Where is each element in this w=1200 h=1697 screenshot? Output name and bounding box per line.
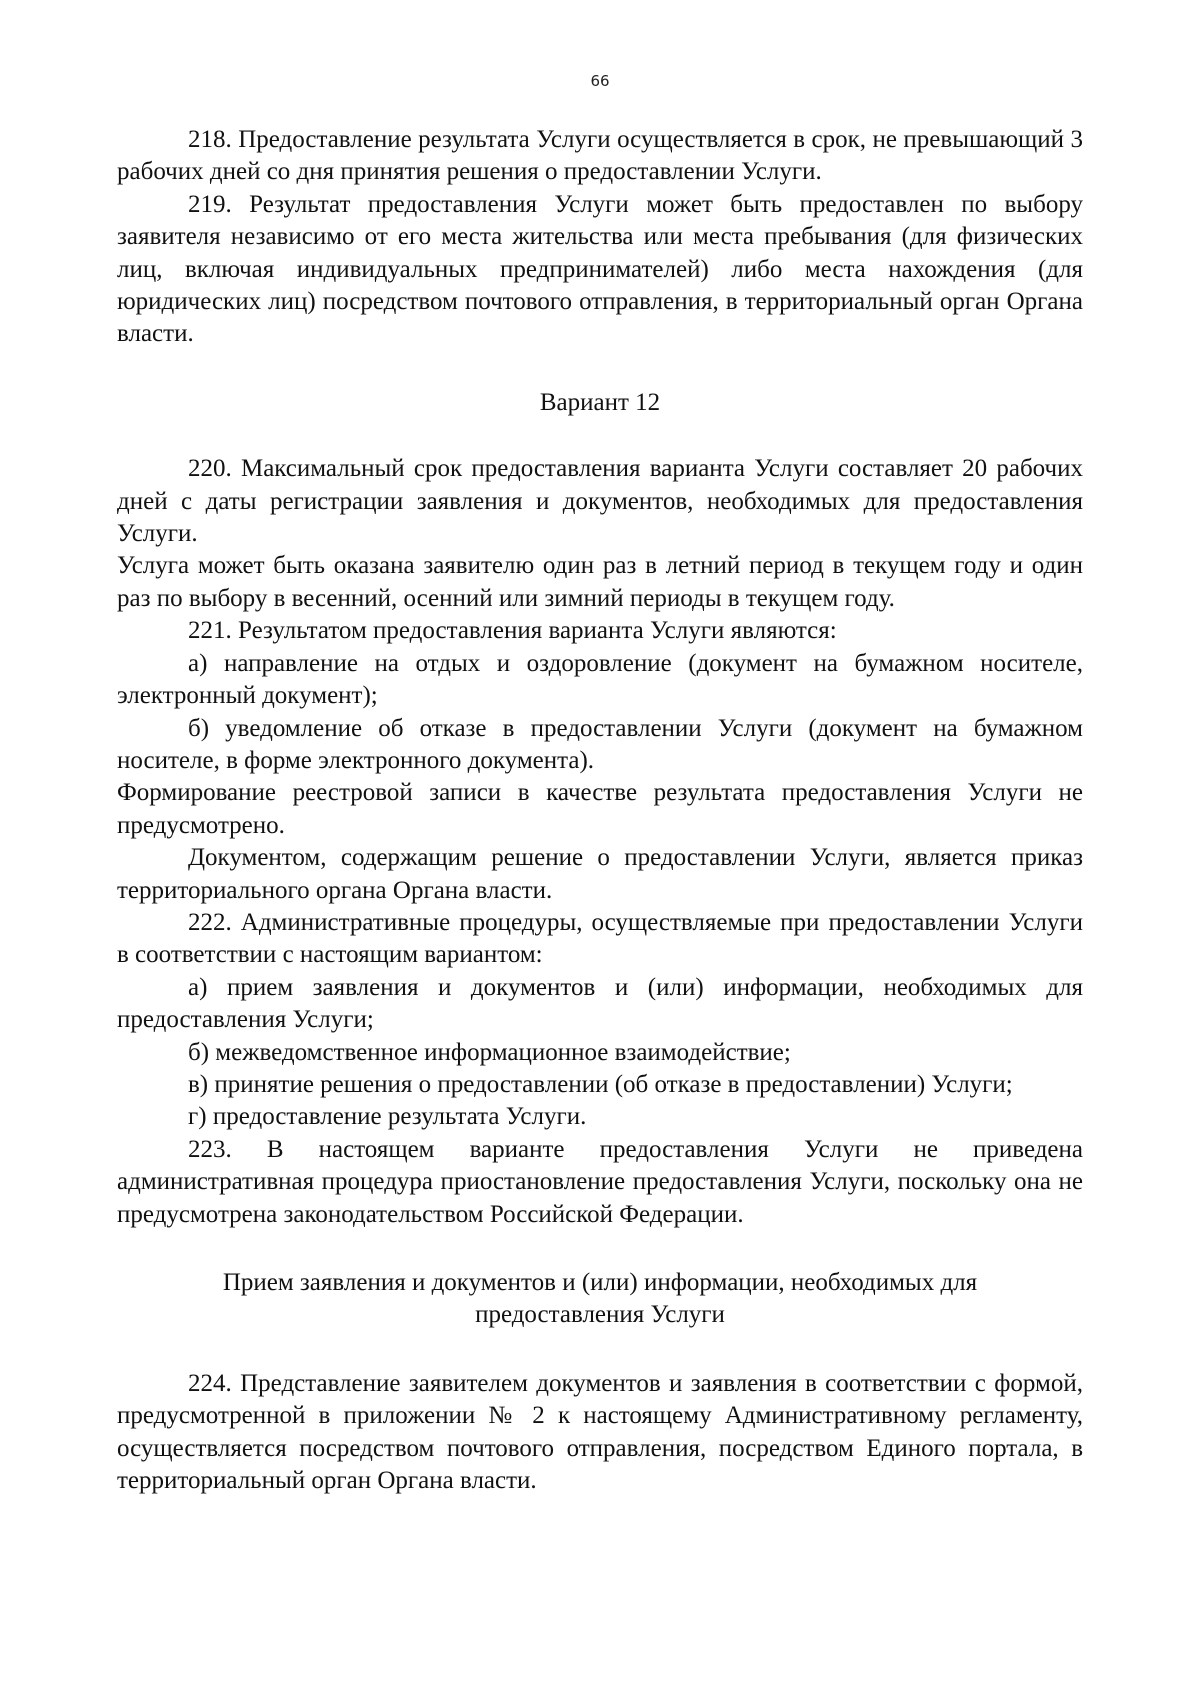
list-item-221-a: а) направление на отдых и оздоровление (документ на бумажном носителе, электронный документ); [117, 649, 1083, 710]
paragraph-service-frequency: Услуга может быть оказана заявителю один раз в летний период в текущем году и один раз по выбору в весенний, осенний или зимний периоды в текущем году. [117, 552, 1083, 612]
paragraph-218: 218. Предоставление результата Услуги осуществляется в срок, не превышающий 3 рабочих дней со дня принятия решения о предоставлении Услуги. [117, 126, 1083, 186]
list-item-222-v: в) принятие решения о предоставлении (об отказе в предоставлении) Услуги; [188, 1070, 1013, 1098]
document-body [117, 124, 1083, 1497]
list-item-222-b: б) межведомственное информационное взаимодействие; [188, 1038, 791, 1066]
list-item-221-b: б) уведомление об отказе в предоставлении Услуги (документ на бумажном носителе, в форме электронного документа). [117, 714, 1083, 774]
section-heading: Прием заявления и документов и (или) информации, необходимых для предоставления Услуги [222, 1269, 978, 1329]
paragraph-222: 222. Административные процедуры, осуществляемые при предоставлении Услуги в соответствии с настоящим вариантом: [117, 908, 1083, 969]
paragraph-registry-record: Формирование реестровой записи в качестве результата предоставления Услуги не предусмотрено. [117, 779, 1083, 839]
paragraph-223: 223. В настоящем варианте предоставления Услуги не приведена административная процедура приостановление предоставления Услуги, поскольку она не предусмотрена законодательством Российской Федерации. [117, 1135, 1083, 1228]
variant-heading: Вариант 12 [539, 388, 661, 416]
list-item-222-a: а) прием заявления и документов и (или) информации, необходимых для предоставления Услуги; [117, 973, 1083, 1034]
paragraph-219: 219. Результат предоставления Услуги может быть предоставлен по выбору заявителя независимо от его места жительства или места пребывания (для физических лиц, включая индивидуальных предпринимателей) либо места нахождения (для юридических лиц) посредством почтового отправления, в территориальный орган Органа власти. [117, 190, 1083, 348]
paragraph-221: 221. Результатом предоставления варианта Услуги являются: [188, 617, 837, 645]
paragraph-224: 224. Представление заявителем документов и заявления в соответствии с формой, предусмотренной в приложении № 2 к настоящему Административному регламенту, осуществляется посредством почтового отправления, посредством Единого портала, в территориальный орган Органа власти. [117, 1369, 1083, 1495]
list-item-222-g: г) предоставление результата Услуги. [188, 1103, 587, 1131]
paragraph-220: 220. Максимальный срок предоставления варианта Услуги составляет 20 рабочих дней с даты регистрации заявления и документов, необходимых для предоставления Услуги. [117, 455, 1083, 548]
page-number: 66 [590, 72, 610, 90]
paragraph-decision-document: Документом, содержащим решение о предоставлении Услуги, является приказ территориального органа Органа власти. [117, 844, 1083, 904]
